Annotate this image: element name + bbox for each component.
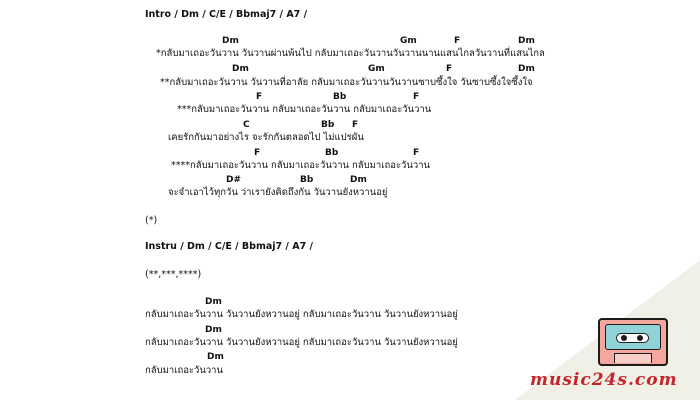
lyric-line: จะจำเอาไว้ทุกวัน ว่าเรายังคิดถึงกัน วันวานยังหวานอยู่	[168, 187, 388, 198]
chord: F	[446, 64, 453, 74]
lyric-line: กลับมาเถอะวันวาน วันวานยังหวานอยู่ กลับมาเถอะวันวาน วันวานยังหวานอยู่	[145, 309, 458, 320]
lyric-line: **กลับมาเถอะวันวาน วันวานที่อาลัย กลับมาเถอะวันวานวันวานซาบซึ้งใจ วันซาบซึ้งใจซึ้งใจ	[160, 77, 533, 88]
cassette-base	[614, 353, 652, 363]
chord: Dm	[232, 64, 249, 74]
chord: Bb	[333, 92, 347, 102]
chord: Dm	[207, 352, 224, 362]
chord: Dm	[350, 175, 367, 185]
intro-line: Intro / Dm / C/E / Bbmaj7 / A7 /	[145, 9, 308, 20]
chord: F	[454, 36, 461, 46]
reel-icon	[621, 335, 627, 341]
lyric-line: กลับมาเถอะวันวาน วันวานยังหวานอยู่ กลับมาเถอะวันวาน วันวานยังหวานอยู่	[145, 337, 458, 348]
lyric-line: เคยรักกันมาอย่างไร จะรักกันตลอดไป ไม่แปรผัน	[168, 132, 364, 143]
chord: Gm	[400, 36, 417, 46]
lyric-line: ****กลับมาเถอะวันวาน กลับมาเถอะวันวาน กลับมาเถอะวันวาน	[171, 160, 431, 171]
chord: F	[254, 148, 261, 158]
chord: Dm	[518, 36, 535, 46]
cassette-label	[605, 324, 661, 350]
chord: Dm	[205, 325, 222, 335]
cassette-tape-icon	[598, 318, 668, 366]
chord: Bb	[325, 148, 339, 158]
repeat-marker: (*)	[145, 215, 158, 226]
chord: F	[413, 148, 420, 158]
site-logo[interactable]: music24s.com	[530, 370, 678, 390]
chord: Gm	[368, 64, 385, 74]
chord: D#	[226, 175, 242, 185]
chord: F	[413, 92, 420, 102]
instru-line: Instru / Dm / C/E / Bbmaj7 / A7 /	[145, 241, 313, 252]
chord: F	[256, 92, 263, 102]
chord: Bb	[321, 120, 335, 130]
chord: F	[352, 120, 359, 130]
chord: Dm	[205, 297, 222, 307]
chord: Dm	[518, 64, 535, 74]
chord: Dm	[222, 36, 239, 46]
lyric-line: *กลับมาเถอะวันวาน วันวานผ่านพ้นไป กลับมาเถอะวันวานวันวานนานแสนไกลวันวานที่แสนไกล	[156, 48, 545, 59]
repeat-marker: (**,***,****)	[145, 269, 202, 280]
reel-icon	[637, 335, 643, 341]
lyric-line: ***กลับมาเถอะวันวาน กลับมาเถอะวันวาน กลับมาเถอะวันวาน	[177, 104, 432, 115]
lyric-line: กลับมาเถอะวันวาน	[145, 365, 223, 376]
chord: C	[243, 120, 250, 130]
chord: Bb	[300, 175, 314, 185]
cassette-window	[616, 333, 649, 343]
